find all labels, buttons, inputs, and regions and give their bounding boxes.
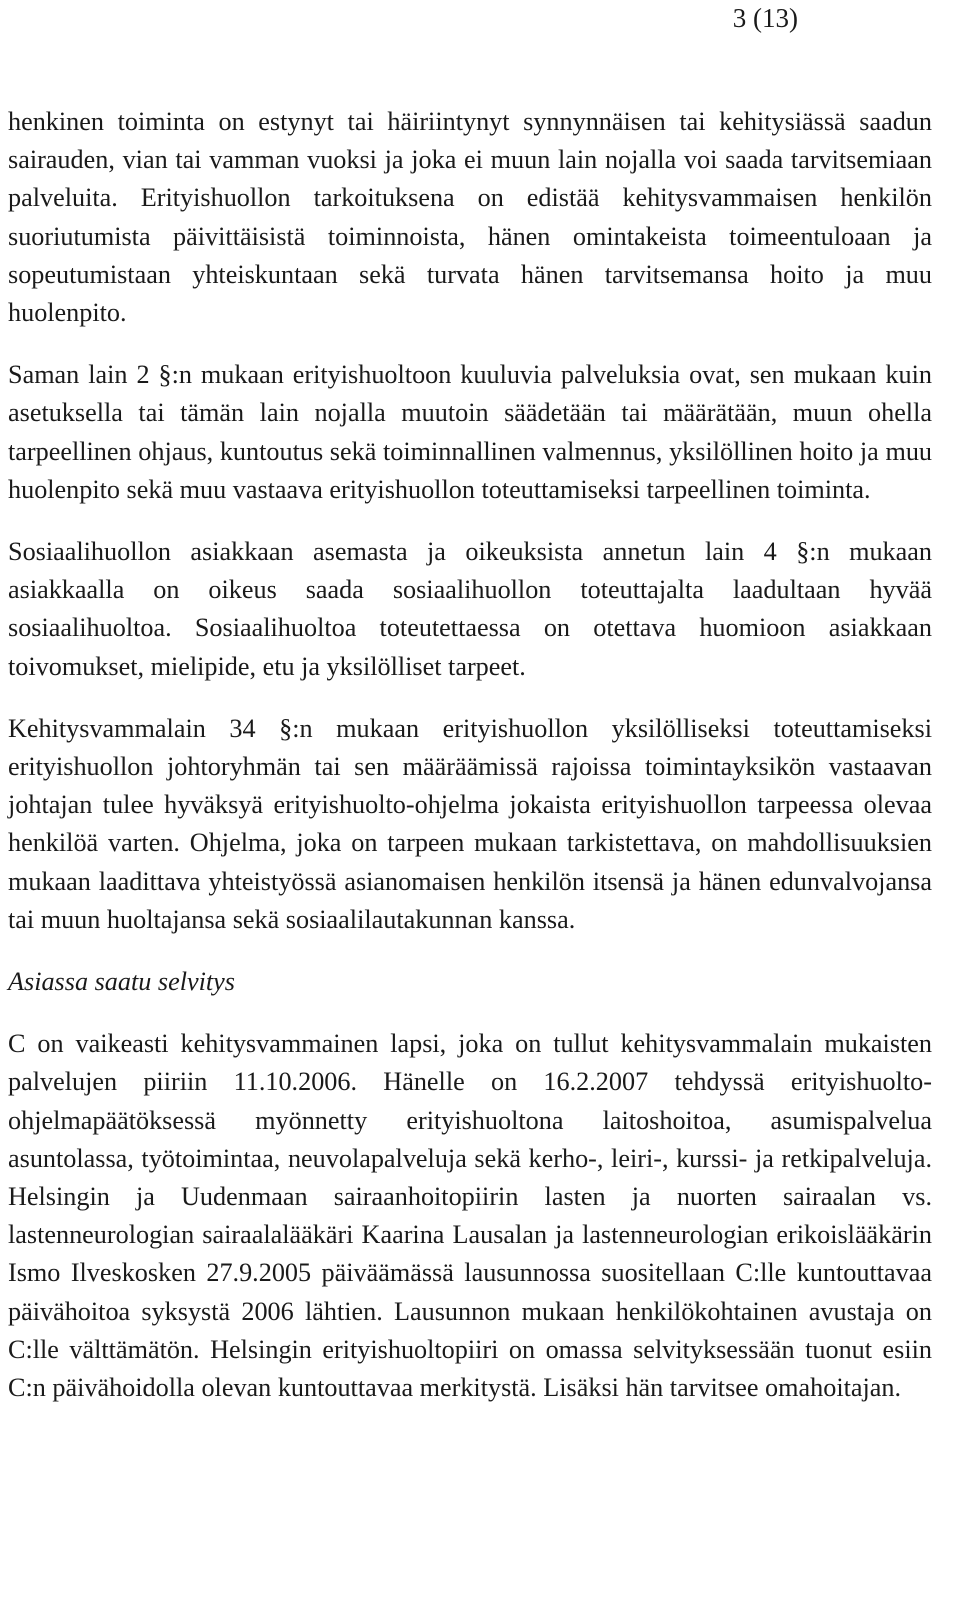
paragraph-section-2: Saman lain 2 §:n mukaan erityishuoltoon kuuluvia palveluksia ovat, sen mukaan kuin asetuksella tai tämän lain nojalla muutoin säädetään tai määrätään, muun ohella tarpeellinen ohjaus, kuntoutus sekä toiminnallinen valmennus, yksilöllinen hoito ja muu huolenpito sekä muu vastaava erityishuollon toteuttamiseksi tarpeellinen toiminta.	[8, 360, 932, 504]
paragraph-case-findings: C on vaikeasti kehitysvammainen lapsi, joka on tullut kehitysvammalain mukaisten palvelujen piiriin 11.10.2006. Hänelle on 16.2.2007 tehdyssä erityishuolto-ohjelmapäätöksessä myönnetty erityishuoltona laitoshoitoa, asumispalvelua asuntolassa, työtoimintaa, neuvolapalveluja sekä kerho-, leiri-, kurssi- ja retkipalveluja. Helsingin ja Uudenmaan sairaanhoitopiirin lasten ja nuorten sairaalan vs. lastenneurologian sairaalalääkäri Kaarina Lausalan ja lastenneurologian erikoislääkärin Ismo Ilveskosken 27.9.2005 päiväämässä lausunnossa suositellaan C:lle kuntouttavaa päivähoitoa syksystä 2006 lähtien. Lausunnon mukaan henkilökohtainen avustaja on C:lle välttämätön. Helsingin erityishuoltopiiri on omassa selvityksessään tuonut esiin C:n päivähoidolla olevan kuntouttavaa merkitystä. Lisäksi hän tarvitsee omahoitajan.	[8, 1029, 932, 1403]
section-heading: Asiassa saatu selvitys	[8, 967, 235, 997]
document-body	[8, 103, 932, 1431]
paragraph-section-34: Kehitysvammalain 34 §:n mukaan erityishuollon yksilölliseksi toteuttamiseksi erityishuollon johtoryhmän tai sen määräämissä rajoissa toimintayksikön vastaavan johtajan tulee hyväksyä erityishuolto-ohjelma jokaista erityishuollon tarpeessa olevaa henkilöä varten. Ohjelma, joka on tarpeen mukaan tarkistettava, on mahdollisuuksien mukaan laadittava yhteistyössä asianomaisen henkilön itsensä ja hänen edunvalvojansa tai muun huoltajansa sekä sosiaalilautakunnan kanssa.	[8, 713, 932, 934]
page-number: 3 (13)	[732, 3, 798, 33]
paragraph-special-care-purpose: henkinen toiminta on estynyt tai häiriintynyt synnynnäisen tai kehitysiässä saadun sairauden, vian tai vamman vuoksi ja joka ei muun lain nojalla voi saada tarvitsemiaan palveluita. Erityishuollon tarkoituksena on edistää kehitysvammaisen henkilön suoriutumista päivittäisistä toiminnoista, hänen omintakeista toimeentuloaan ja sopeutumistaan yhteiskuntaan sekä turvata hänen tarvitsemansa hoito ja muu huolenpito.	[8, 107, 932, 328]
paragraph-client-rights-section-4: Sosiaalihuollon asiakkaan asemasta ja oikeuksista annetun lain 4 §:n mukaan asiakkaalla on oikeus saada sosiaalihuollon toteuttajalta laadultaan hyvää sosiaalihuoltoa. Sosiaalihuoltoa toteutettaessa on otettava huomioon asiakkaan toivomukset, mielipide, etu ja yksilölliset tarpeet.	[8, 537, 932, 681]
